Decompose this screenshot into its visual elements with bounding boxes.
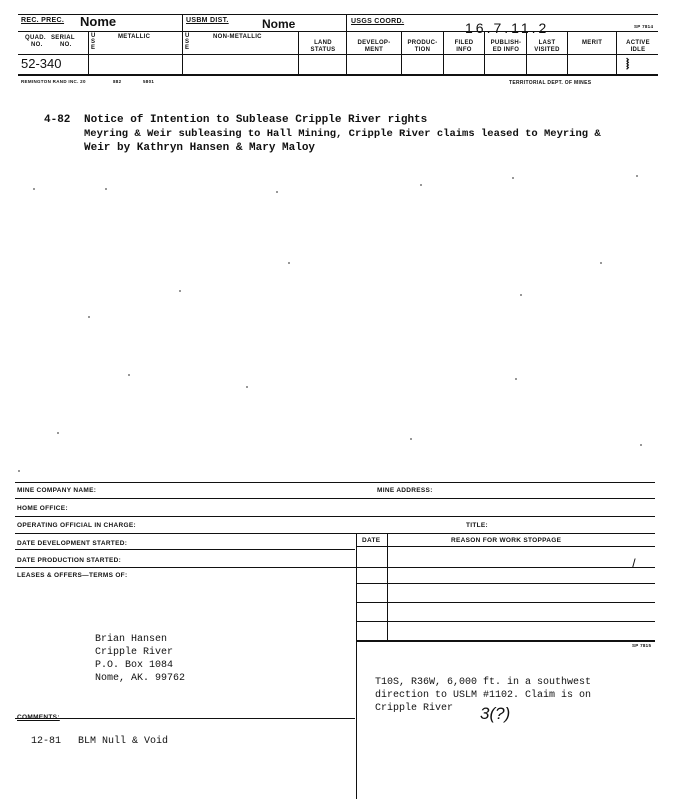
usbm-dist-value: Nome [262, 17, 296, 31]
col-metallic: METALLIC [118, 34, 151, 40]
mine-company-label: MINE COMPANY NAME: [17, 487, 97, 494]
address-line-4: Nome, AK. 99762 [95, 673, 186, 684]
form-code-2: SP 7815 [632, 643, 652, 648]
entry-line-3: Weir by Kathryn Hansen & Mary Maloy [84, 142, 316, 154]
home-office-label: HOME OFFICE: [17, 505, 68, 512]
col-no2: NO. [60, 42, 72, 48]
active-idle-mark: ⧘ [626, 56, 630, 73]
operating-official-label: OPERATING OFFICIAL IN CHARGE: [17, 522, 136, 529]
col-filed-info: FILED INFO [454, 40, 474, 53]
date-development-label: DATE DEVELOPMENT STARTED: [17, 540, 128, 547]
col-development: DEVELOP-MENT [357, 40, 391, 53]
col-land-status: LAND STATUS [310, 40, 336, 53]
col-merit: MERIT [582, 40, 603, 46]
col-use-metallic: U S E [91, 33, 96, 51]
address-line-1: Brian Hansen [95, 634, 168, 645]
col-serial: SERIAL [51, 35, 75, 41]
date-col-label: DATE [362, 537, 381, 544]
location-line-2: direction to USLM #1102. Claim is on [375, 690, 592, 701]
col-use-nonmetallic: U S E [185, 33, 190, 51]
handwritten-note: 3(?) [480, 704, 511, 723]
entry-line-2: Meyring & Weir subleasing to Hall Mining, Cripple River claims leased to Meyring & [84, 128, 601, 140]
mine-address-label: MINE ADDRESS: [377, 487, 433, 494]
usbm-dist-label: USBM DIST. [186, 17, 229, 24]
quad-value: 52-340 [21, 56, 62, 71]
form-code: SP 7814 [634, 24, 654, 29]
comments-label: COMMENTS: [17, 714, 60, 721]
reason-col-label: REASON FOR WORK STOPPAGE [451, 537, 562, 544]
col-production: PRODUC-TION [407, 40, 438, 53]
address-line-2: Cripple River [95, 647, 174, 658]
footer-code-1: 882 [113, 79, 122, 84]
rec-prec-value: Nome [80, 14, 117, 29]
title-label: TITLE: [466, 522, 489, 529]
col-no: NO. [31, 42, 43, 48]
entry-date: 4-82 [44, 114, 71, 126]
col-active-idle: ACTIVE IDLE [626, 40, 650, 53]
comment-date: 12-81 [31, 736, 62, 747]
comment-text: BLM Null & Void [78, 736, 169, 747]
location-line-3: Cripple River [375, 703, 454, 714]
usgs-coord-label: USGS COORD. [351, 18, 405, 25]
footer-right: TERRITORIAL DEPT. OF MINES [509, 80, 592, 86]
address-line-3: P.O. Box 1084 [95, 660, 174, 671]
col-last-visited: LAST VISITED [534, 40, 560, 53]
rec-prec-label: REC. PREC. [21, 17, 65, 24]
footer-code-2: 5801 [143, 79, 155, 84]
usgs-coord-value: 16.7.11.2 [465, 20, 550, 36]
col-published-info: PUBLISH-ED INFO [490, 40, 522, 53]
entry-line-1: Notice of Intention to Sublease Cripple River rights [84, 114, 428, 126]
location-line-1: T10S, R36W, 6,000 ft. in a southwest [375, 677, 592, 688]
col-quad: QUAD. [25, 35, 46, 41]
footer-left: REMINGTON RAND INC. 20 [21, 79, 86, 84]
leases-label: LEASES & OFFERS—TERMS OF: [17, 572, 128, 579]
date-production-label: DATE PRODUCTION STARTED: [17, 557, 122, 564]
stoppage-check-mark: / [632, 556, 636, 571]
col-nonmetallic: NON-METALLIC [213, 34, 262, 40]
